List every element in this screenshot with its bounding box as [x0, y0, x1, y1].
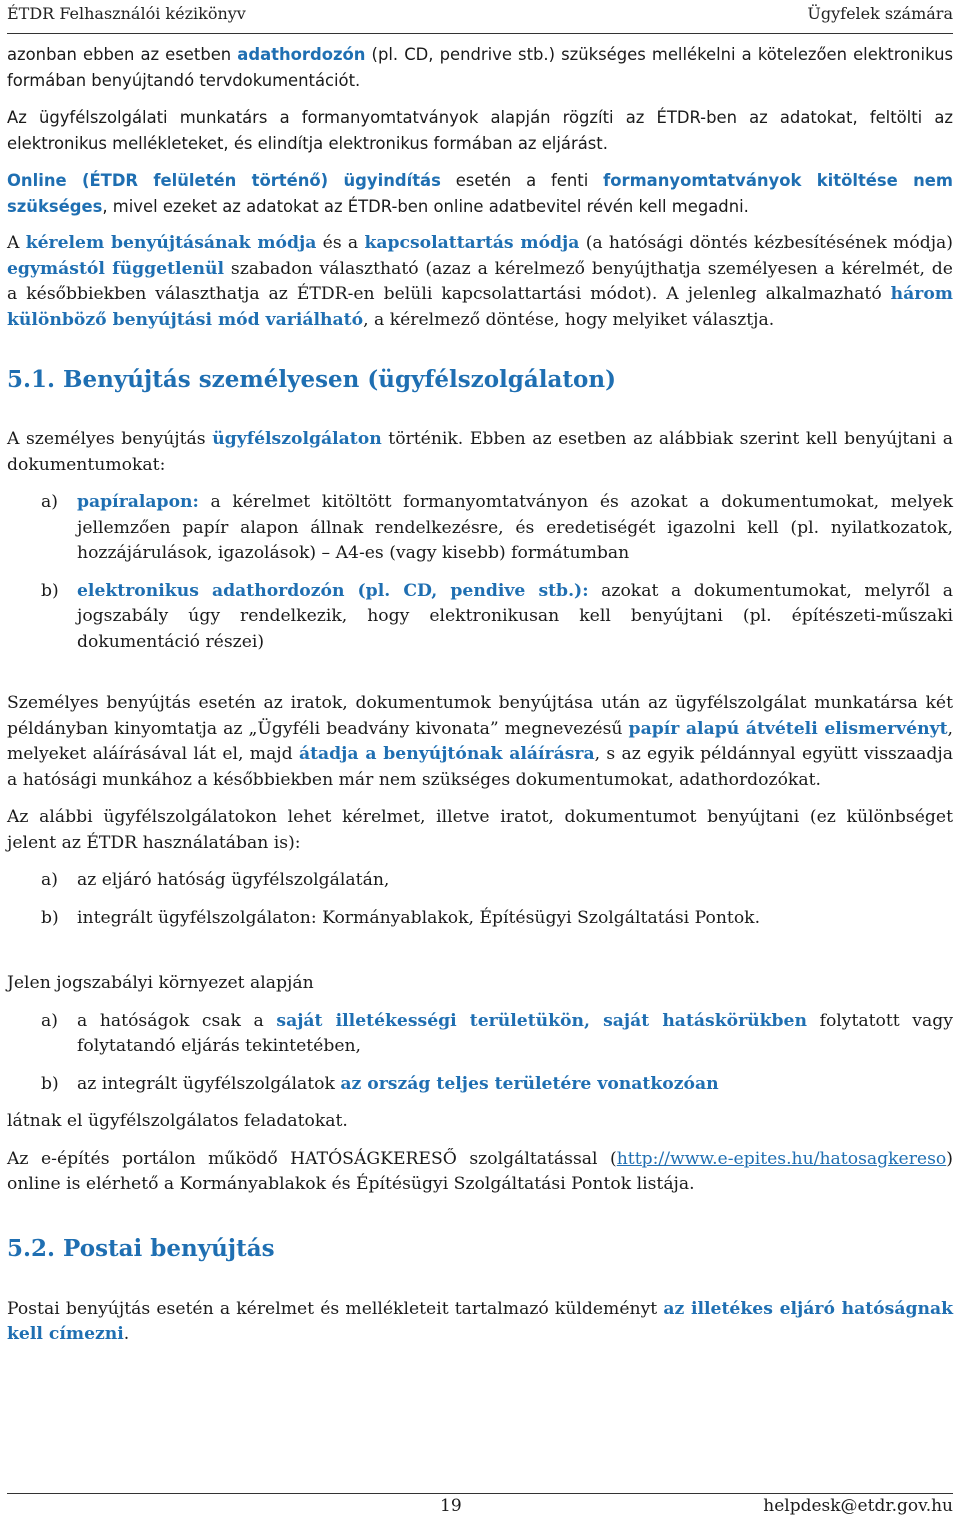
list-item	[7, 1009, 953, 1060]
highlight: ügyfélszolgálaton	[212, 429, 382, 449]
paragraph-3	[7, 168, 953, 219]
page-body	[7, 42, 953, 1348]
page-number: 19	[440, 1496, 462, 1516]
text: Személyes benyújtás esetén az iratok, dokumentumok benyújtása után az ügyfélszolgálat munkatársa két példányban kinyomtatja az „Ügyféli beadvány kivonata” megnevezésű	[7, 693, 953, 739]
paragraph-5	[7, 427, 953, 478]
highlight: kérelem benyújtásának módja	[25, 233, 317, 253]
section-title: Postai benyújtás	[63, 1234, 275, 1262]
text: az integrált ügyfélszolgálatok	[77, 1073, 341, 1094]
paragraph-9: látnak el ügyfélszolgálatos feladatokat.	[7, 1111, 348, 1131]
paragraph-10	[7, 1147, 953, 1198]
text: , a kérelmező döntése, hogy melyiket választja.	[363, 309, 775, 330]
text: Postai benyújtás esetén a kérelmet és mellékleteit tartalmazó küldeményt	[7, 1298, 664, 1319]
helpdesk-email: helpdesk@etdr.gov.hu	[763, 1496, 953, 1516]
footer-divider	[7, 1493, 953, 1494]
text: A	[7, 233, 26, 253]
text: Az e-építés portálon működő HATÓSÁGKERESŐ szolgáltatással (	[7, 1148, 617, 1169]
highlight: papíralapon:	[77, 492, 199, 512]
highlight: formanyomtatványok kitöltése nem szükséges	[7, 171, 953, 216]
header-audience: Ügyfelek számára	[807, 4, 953, 23]
text: történik. Ebben az esetben az alábbiak szerint kell benyújtani a dokumentumokat:	[7, 429, 953, 475]
text: (a hatósági döntés kézbesítésének módja)	[579, 233, 953, 253]
section-number: 5.2.	[7, 1234, 56, 1262]
text: ) online is elérhető a Kormányablakok és Építésügyi Szolgáltatási Pontok listája.	[7, 1148, 953, 1194]
text: az eljáró hatóság ügyfélszolgálatán,	[77, 870, 390, 890]
list-item	[7, 1072, 953, 1098]
section-number: 5.1.	[7, 366, 56, 393]
text: a hatóságok csak a	[77, 1010, 277, 1031]
paragraph-1	[7, 42, 953, 93]
text: szabadon választható (azaz a kérelmező benyújthatja személyesen a kérelmét, de a későbbiekben választhatja az ÉTDR-en belüli kapcsolattartási módot). A jelenleg alkalmazható	[7, 258, 953, 304]
highlight: kapcsolattartás módja	[364, 233, 580, 253]
list-marker: a)	[41, 1010, 58, 1031]
text: A személyes benyújtás	[7, 429, 213, 449]
list-item	[7, 868, 953, 894]
text: azokat a dokumentumokat, melyről a jogszabály úgy rendelkezik, hogy elektronikusan kell benyújtani (pl. építészeti-műszaki dokumentáció részei)	[77, 580, 954, 652]
highlight: adathordozón	[237, 45, 366, 64]
page-footer	[7, 1496, 953, 1520]
text: a kérelmet kitöltött formanyomtatványon és azokat a dokumentumokat, melyek jellemzően papír alapon állnak rendelkezésre, és eredetiségét igazolni kell (pl. nyilatkozatok, hozzájárulások, igazolások) – A4-es (vagy kisebb) formátumban	[77, 492, 953, 563]
highlight: egymástól függetlenül	[7, 258, 225, 279]
list-marker: b)	[41, 580, 59, 601]
paragraph-6	[7, 691, 953, 793]
header-title: ÉTDR Felhasználói kézikönyv	[7, 4, 246, 23]
section-heading-5-2	[7, 1234, 953, 1264]
paragraph-8: Jelen jogszabályi környezet alapján	[7, 973, 314, 993]
text: , s az egyik példánnyal együtt visszaadja a hatósági munkához a későbbiekben már nem szükséges dokumentumokat, adathordozókat.	[7, 744, 953, 790]
list-item	[7, 579, 953, 656]
text: (pl. CD, pendrive stb.) szükséges mellékelni a kötelezően elektronikus formában benyújtandó tervdokumentációt.	[7, 45, 953, 90]
highlight: átadja a benyújtónak aláírásra	[298, 744, 595, 764]
text: , melyeket aláírásával lát el, majd	[7, 718, 953, 764]
paragraph-2: Az ügyfélszolgálati munkatárs a formanyomtatványok alapján rögzíti az ÉTDR-ben az adatokat, feltölti az elektronikus mellékleteket, és elindítja elektronikus formában az eljárást.	[7, 108, 953, 153]
list-item	[7, 490, 953, 567]
highlight: három különböző benyújtási mód variálható	[7, 284, 953, 330]
list-item	[7, 906, 953, 932]
section-title: Benyújtás személyesen (ügyfélszolgálaton)	[63, 366, 616, 393]
text: integrált ügyfélszolgálaton: Kormányablakok, Építésügyi Szolgáltatási Pontok.	[77, 907, 761, 928]
text: és a	[316, 233, 365, 253]
list-marker: b)	[41, 907, 59, 928]
text: , mivel ezeket az adatokat az ÉTDR-ben online adatbevitel révén kell megadni.	[102, 196, 749, 216]
list-marker: a)	[41, 870, 58, 890]
text: .	[123, 1324, 130, 1344]
paragraph-7: Az alábbi ügyfélszolgálatokon lehet kérelmet, illetve iratot, dokumentumot benyújtani (ez különbséget jelent az ÉTDR használatában is):	[7, 807, 953, 853]
paragraph-4	[7, 231, 953, 333]
text: folytatott vagy folytatandó eljárás tekintetében,	[77, 1010, 953, 1056]
paragraph-11	[7, 1297, 953, 1348]
highlight: az illetékes eljáró hatóságnak kell címezni	[7, 1298, 954, 1344]
text: esetén a fenti	[440, 171, 604, 190]
list-marker: a)	[41, 492, 58, 512]
list-marker: b)	[41, 1073, 59, 1094]
section-heading-5-1	[7, 365, 953, 395]
highlight: az ország teljes területére vonatkozóan	[340, 1073, 719, 1094]
highlight: saját illetékességi területükön, saját hatáskörükben	[276, 1010, 807, 1031]
page-header	[7, 4, 953, 28]
hatosagkereso-link[interactable]: http://www.e-epites.hu/hatosagkereso	[616, 1148, 947, 1169]
header-divider	[7, 33, 953, 34]
highlight: Online (ÉTDR felületén történő) ügyindítás	[7, 171, 441, 190]
highlight: elektronikus adathordozón (pl. CD, pendive stb.):	[77, 580, 589, 601]
text: azonban ebben az esetben	[7, 45, 238, 64]
highlight: papír alapú átvételi elismervényt	[628, 718, 948, 739]
